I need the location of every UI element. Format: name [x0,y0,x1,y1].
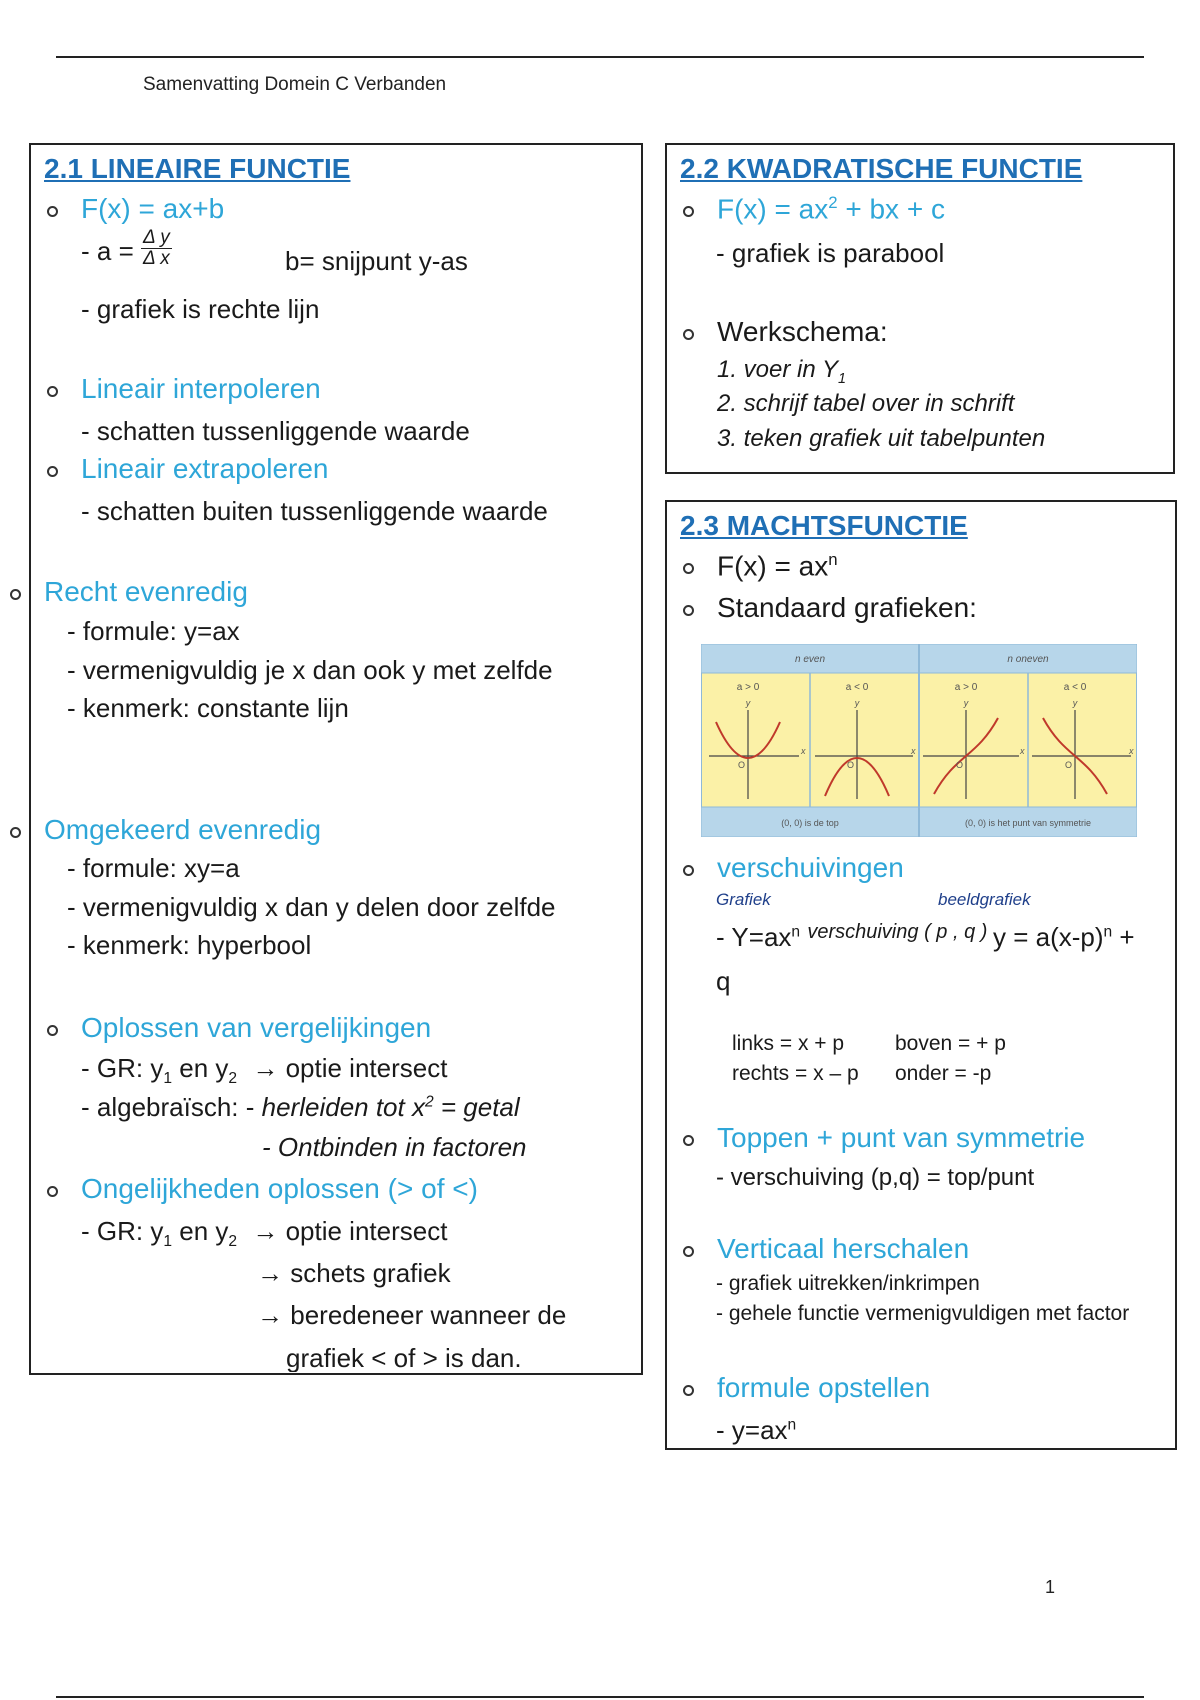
shift-rechts: rechts = x – p [732,1062,859,1085]
kwad-formula [717,193,945,225]
omg-kenmerk: - kenmerk: hyperbool [67,930,312,960]
beredeneer-text: beredeneer wanneer de [290,1300,567,1330]
werk-step-2: 2. schrijf tabel over in schrift [717,390,1015,417]
axis-y-1: y [745,698,751,708]
beredeneer-line [257,1300,566,1331]
bullet-icon [683,563,694,574]
macht-formula-a: F(x) = ax [717,550,829,582]
getal-text: = getal [433,1092,520,1122]
n-exponent: n [828,550,838,569]
toppen-desc: - verschuiving (p,q) = top/punt [716,1164,1035,1191]
section-title-lineaire: 2.1 LINEAIRE FUNCTIE [44,153,351,184]
shift-boven: boven = + p [895,1032,1006,1055]
gr-prefix: - GR: y [81,1216,164,1246]
bullet-icon [683,1135,694,1146]
bullet-icon [47,466,58,477]
result-plus: + [1112,922,1135,952]
werk-step-3: 3. teken grafiek uit tabelpunten [717,425,1046,452]
axis-x-3: x [1020,746,1025,756]
werk-step-1 [717,356,846,387]
grafiek-cut-text: grafiek < of > is dan. [286,1343,522,1372]
grafiek-cut-container [286,1340,606,1372]
slope-definition [81,226,172,269]
algebraisch-prefix: - algebraïsch: - [81,1092,262,1122]
recht-formule: - formule: y=ax [67,616,240,646]
bottom-rule [56,1696,1144,1698]
origin-1: O [738,760,746,770]
heading-werkschema: Werkschema: [717,316,888,347]
top-rule [56,56,1144,58]
y-ax-text: - y=ax [716,1415,788,1445]
extrapoleren-desc: - schatten buiten tussenliggende waarde [81,496,548,526]
omg-formule: - formule: xy=a [67,853,240,883]
axis-x-2: x [911,746,916,756]
sub-2: 2 [228,1233,238,1251]
n-exponent: n [791,923,801,941]
heading-formule-opstellen: formule opstellen [717,1372,931,1403]
heading-oplossen: Oplossen van vergelijkingen [81,1012,432,1043]
fraction-denominator: Δ x [142,247,170,269]
sub-2: 2 [228,1070,238,1088]
recht-kenmerk: - kenmerk: constante lijn [67,693,349,723]
gr-intersect-line [81,1053,447,1088]
footer-top-note: (0, 0) is de top [781,818,839,828]
verticaal-desc-2: - gehele functie vermenigvuldigen met factor [716,1302,1130,1325]
bullet-icon [683,1246,694,1257]
step1-text: 1. voer in Y [717,356,838,383]
heading-omgekeerd-evenredig: Omgekeerd evenredig [44,814,322,845]
linear-formula: F(x) = ax+b [81,193,225,224]
kwad-formula-a: F(x) = ax [717,193,829,225]
sub-1: 1 [163,1233,173,1251]
heading-recht-evenredig: Recht evenredig [44,576,248,607]
heading-ongelijkheden: Ongelijkheden oplossen (> of <) [81,1173,478,1204]
shift-onder: onder = -p [895,1062,992,1085]
arrow-icon: → [252,1216,279,1246]
intersect-text: optie intersect [285,1216,448,1246]
macht-formula [717,550,838,582]
fraction-numerator: Δ y [142,226,170,248]
ongelijk-gr-line [81,1216,447,1251]
verticaal-desc-1: - grafiek uitrekken/inkrimpen [716,1272,980,1295]
footer-symmetry-note: (0, 0) is het punt van symmetrie [964,818,1092,828]
interpoleren-desc: - schatten tussenliggende waarde [81,416,470,446]
n-exponent: n [1103,923,1113,941]
bullet-icon [683,605,694,616]
shift-arrow-label [807,921,993,943]
axis-x-4: x [1129,746,1134,756]
slope-fraction [141,228,172,269]
origin-4: O [1065,760,1073,770]
heading-interpoleren: Lineair interpoleren [81,373,321,404]
page-number: 1 [1045,1577,1056,1597]
arrow-icon: → [257,1300,283,1330]
section-title-kwadratisch: 2.2 KWADRATISCHE FUNCTIE [680,153,1083,184]
formule-opstellen-desc [716,1415,796,1446]
bullet-icon [683,329,694,340]
and-y: en y [172,1053,229,1083]
result-formula: y = a(x-p) [992,922,1104,952]
omg-vermenigvuldig: - vermenigvuldig x dan y delen door zelfde [67,892,556,922]
axis-y-3: y [963,698,969,708]
label-n-even: n even [794,654,826,665]
origin-3: O [956,760,964,770]
pq-text: ( p , q ) [924,921,988,943]
schets-line [257,1258,451,1289]
verschuiving-text: verschuiving [807,921,919,943]
sub-1: 1 [163,1070,173,1088]
heading-verticaal: Verticaal herschalen [717,1233,970,1264]
herleiden-text: herleiden tot x [261,1092,425,1122]
shift-links: links = x + p [732,1032,845,1055]
gr-prefix: - GR: y [81,1053,164,1083]
bullet-icon [10,589,21,600]
beeldgrafiek-label: beeldgrafiek [938,890,1031,909]
heading-verschuivingen: verschuivingen [717,852,904,883]
intersect-text: optie intersect [285,1053,448,1083]
document-header: Samenvatting Domein C Verbanden [143,74,447,95]
grafiek-label: Grafiek [716,890,771,909]
heading-standaard: Standaard grafieken: [717,592,977,623]
ontbinden-line: - Ontbinden in factoren [262,1132,527,1162]
axis-x-1: x [801,746,806,756]
bullet-icon [10,827,21,838]
standard-graphs-figure [701,644,1137,837]
label-a-neg-2: a < 0 [1063,682,1087,693]
bullet-icon [683,1385,694,1396]
label-a-neg-1: a < 0 [845,682,869,693]
label-a-pos-2: a > 0 [954,682,978,693]
square-exponent: 2 [424,1093,434,1111]
recht-vermenigvuldig: - vermenigvuldig je x dan ook y met zelfde [67,655,553,685]
heading-toppen: Toppen + punt van symmetrie [717,1122,1086,1153]
and-y: en y [172,1216,229,1246]
axis-y-2: y [854,698,860,708]
bullet-icon [683,206,694,217]
square-exponent: 2 [828,193,838,212]
step1-sub: 1 [837,370,846,387]
bullet-icon [47,206,58,217]
schets-text: schets grafiek [290,1258,451,1288]
section-title-macht: 2.3 MACHTSFUNCTIE [680,510,968,541]
bullet-icon [683,865,694,876]
n-exponent: n [787,1416,797,1434]
label-n-oneven: n oneven [1007,654,1049,665]
parabool-note: - grafiek is parabool [716,238,945,268]
slope-prefix: - a = [81,236,134,266]
y-ax-text: - Y=ax [716,922,792,952]
heading-extrapoleren: Lineair extrapoleren [81,453,329,484]
shift-formula-line [716,922,1135,953]
bullet-icon [47,386,58,397]
linear-graph-note: - grafiek is rechte lijn [81,294,320,324]
arrow-icon: → [252,1053,279,1083]
bullet-icon [47,1186,58,1197]
label-a-pos-1: a > 0 [736,682,760,693]
bullet-icon [47,1025,58,1036]
algebraisch-line [81,1092,520,1123]
intercept-definition: b= snijpunt y-as [285,246,468,276]
shift-q: q [716,966,731,996]
origin-2: O [847,760,855,770]
kwad-formula-b: + bx + c [837,193,945,225]
arrow-icon: → [257,1258,283,1288]
axis-y-4: y [1072,698,1078,708]
